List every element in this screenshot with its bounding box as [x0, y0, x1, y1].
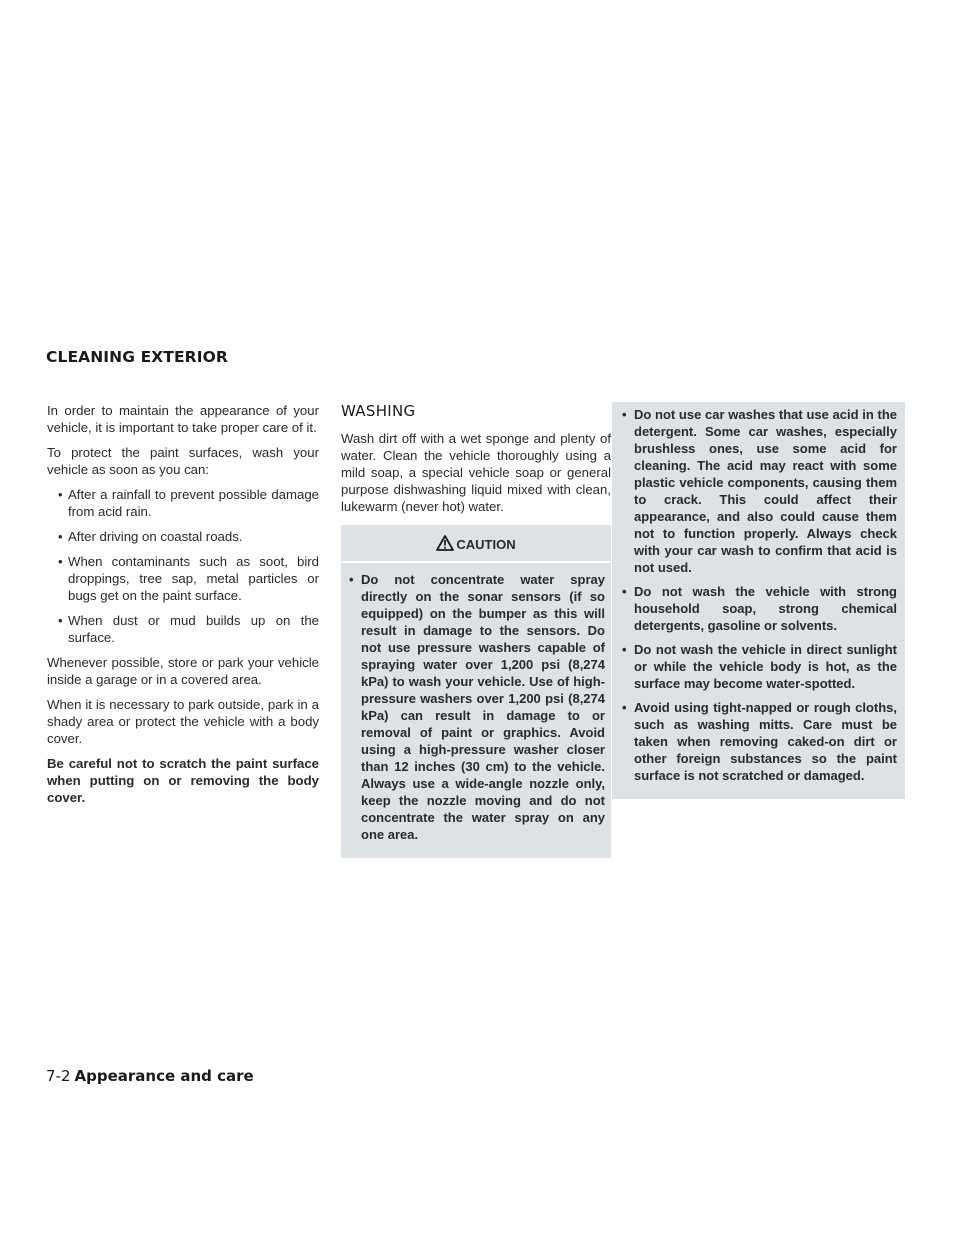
page-number: 7-2: [46, 1067, 71, 1085]
column-intro: [47, 402, 319, 814]
caution-box-continued: [612, 402, 905, 799]
chapter-title: Appearance and care: [74, 1067, 254, 1085]
caution-divider: [341, 561, 611, 563]
list-item: • When dust or mud builds up on the surface.: [58, 613, 319, 645]
list-item: • After a rainfall to prevent possible damage from acid rain.: [58, 487, 319, 519]
outside-paragraph: When it is necessary to park outside, park in a shady area or protect the vehicle with a body cover.: [47, 697, 319, 746]
column-caution-continued: [612, 402, 905, 799]
caution-list-continued: [620, 406, 897, 784]
list-item: • After driving on coastal roads.: [58, 529, 243, 544]
garage-paragraph: Whenever possible, store or park your vehicle inside a garage or in a covered area.: [47, 655, 319, 687]
caution-item: • Do not wash the vehicle in direct sunlight or while the vehicle body is hot, as the surface may become water-spotted.: [622, 642, 897, 691]
warning-triangle-icon: [436, 535, 454, 555]
washing-heading: WASHING: [341, 402, 416, 420]
washing-paragraph: Wash dirt off with a wet sponge and plenty of water. Clean the vehicle thoroughly using a mild soap, a special vehicle soap or general purpose dishwashing liquid mixed with clean, lukewarm (never hot) water.: [341, 431, 611, 514]
caution-label: CAUTION: [456, 537, 516, 552]
protect-paragraph: To protect the paint surfaces, wash your vehicle as soon as you can:: [47, 445, 319, 477]
caution-item: • Avoid using tight-napped or rough cloths, such as washing mitts. Care must be taken when removing caked-on dirt or other foreign substances so the paint surface is not scratched or damaged.: [622, 700, 897, 783]
list-item: • When contaminants such as soot, bird droppings, tree sap, metal particles or bugs get on the paint surface.: [58, 554, 319, 603]
caution-item: • Do not concentrate water spray directly on the sonar sensors (if so equipped) on the bumper as this will result in damage to the sensors. Do not use pressure washers capable of spraying water over 1,200 psi (8,274 kPa) to wash your vehicle. Use of high-pressure washers over 1,200 psi (8,274 kPa) can result in damage to or removal of paint or graphics. Avoid using a high-pressure washer closer than 12 inches (30 cm) to the vehicle. Always use a wide-angle nozzle only, keep the nozzle moving and do not concentrate the water spray on any one area.: [349, 572, 605, 842]
page-footer: [46, 1067, 254, 1085]
section-title: CLEANING EXTERIOR: [46, 348, 228, 366]
caution-item: • Do not use car washes that use acid in the detergent. Some car washes, especially brushless ones, use some acid for cleaning. The acid may react with some plastic vehicle components, causing them to crack. This could affect their appearance, and also could cause them not to function properly. Always check with your car wash to confirm that acid is not used.: [622, 407, 897, 575]
caution-box: [341, 525, 611, 858]
wash-when-list: [47, 486, 319, 646]
column-washing: [341, 403, 611, 858]
caution-list: [347, 571, 605, 843]
careful-paragraph: Be careful not to scratch the paint surface when putting on or removing the body cover.: [47, 756, 319, 805]
caution-header: [347, 525, 605, 561]
caution-item: • Do not wash the vehicle with strong household soap, strong chemical detergents, gasoline or solvents.: [622, 584, 897, 633]
intro-paragraph: In order to maintain the appearance of your vehicle, it is important to take proper care of it.: [47, 403, 319, 435]
